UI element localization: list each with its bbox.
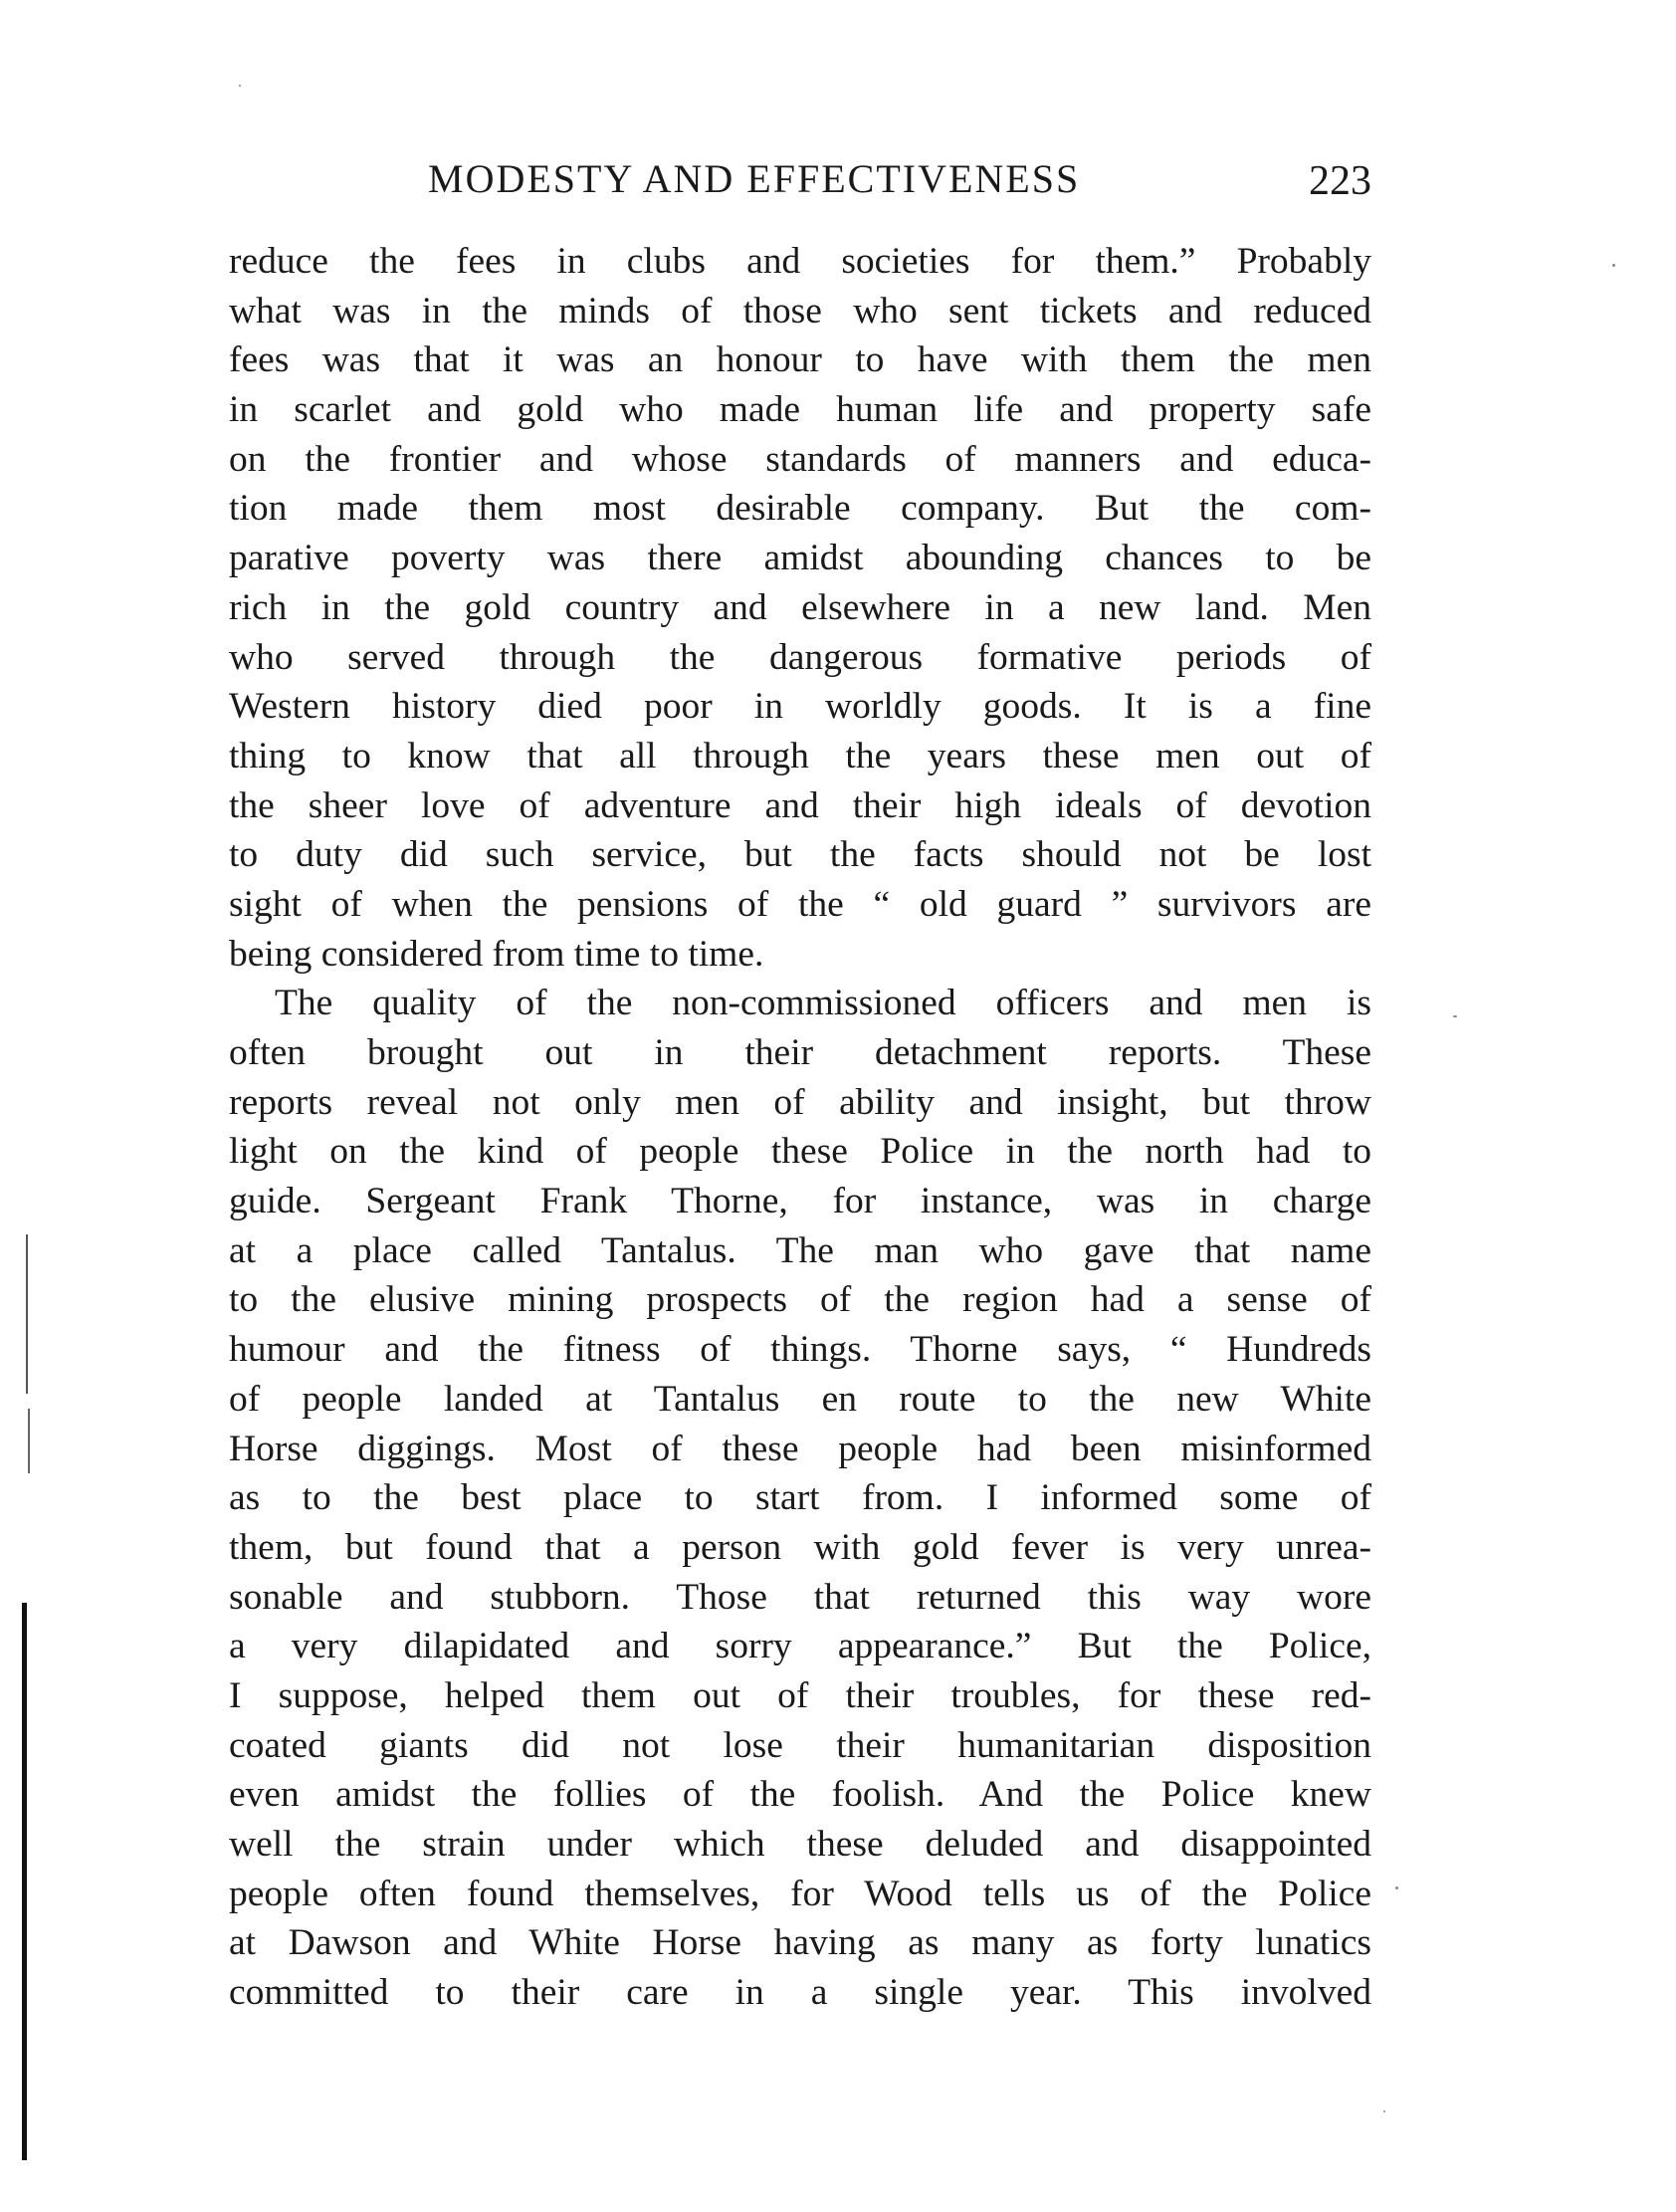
scan-speck	[1383, 2110, 1385, 2112]
text-line: the sheer love of adventure and their high ideals of devotion	[229, 784, 1371, 826]
text-line: guide. Sergeant Frank Thorne, for instance, was in charge	[229, 1181, 1371, 1222]
text-line: sonable and stubborn. Those that returned this way wore	[229, 1576, 1371, 1618]
text-line: Western history died poor in worldly goods. It is a fine	[229, 686, 1371, 728]
text-line: people often found themselves, for Wood tells us of the Police	[229, 1873, 1371, 1914]
scan-speck	[239, 85, 241, 87]
running-title: MODESTY AND EFFECTIVENESS	[428, 156, 1081, 201]
text-line: I suppose, helped them out of their troubles, for these red-	[229, 1674, 1371, 1716]
text-line: committed to their care in a single year. This involved	[229, 1972, 1371, 2014]
text-line: of people landed at Tantalus en route to the new White	[229, 1378, 1371, 1420]
body-text	[229, 237, 1371, 2018]
binding-shadow	[28, 1409, 30, 1473]
text-line: rich in the gold country and elsewhere in a new land. Men	[229, 586, 1371, 628]
text-line: parative poverty was there amidst abounding chances to be	[229, 538, 1371, 579]
running-head	[229, 149, 1371, 209]
text-line: them, but found that a person with gold fever is very unrea-	[229, 1526, 1371, 1568]
text-line: coated giants did not lose their humanitarian disposition	[229, 1724, 1371, 1766]
text-line: being considered from time to time.	[229, 933, 764, 975]
binding-shadow	[22, 1603, 27, 2160]
text-line: even amidst the follies of the foolish. And the Police knew	[229, 1774, 1371, 1816]
text-line: sight of when the pensions of the “ old guard ” survivors are	[229, 883, 1371, 925]
page-number: 223	[1309, 158, 1371, 204]
scan-speck	[1612, 264, 1615, 267]
text-line: tion made them most desirable company. But the com-	[229, 488, 1371, 530]
text-line: to duty did such service, but the facts should not be lost	[229, 834, 1371, 876]
text-line: at a place called Tantalus. The man who gave that name	[229, 1229, 1371, 1271]
text-line: The quality of the non-commissioned officers and men is	[275, 983, 1371, 1024]
text-line: who served through the dangerous formative periods of	[229, 636, 1371, 678]
text-line: humour and the fitness of things. Thorne says, “ Hundreds	[229, 1329, 1371, 1371]
text-line: at Dawson and White Horse having as many as forty lunatics	[229, 1922, 1371, 1964]
text-line: to the elusive mining prospects of the region had a sense of	[229, 1279, 1371, 1321]
text-line: reduce the fees in clubs and societies for them.” Probably	[229, 241, 1371, 282]
text-line: reports reveal not only men of ability and insight, but throw	[229, 1081, 1371, 1123]
text-line: light on the kind of people these Police in the north had to	[229, 1131, 1371, 1173]
paragraph	[229, 979, 1371, 2017]
paragraph	[229, 237, 1371, 979]
text-line: well the strain under which these deluded and disappointed	[229, 1824, 1371, 1865]
text-line: as to the best place to start from. I informed some of	[229, 1477, 1371, 1519]
text-line: in scarlet and gold who made human life and property safe	[229, 389, 1371, 431]
text-line: on the frontier and whose standards of manners and educa-	[229, 438, 1371, 480]
binding-shadow	[26, 1234, 28, 1394]
scan-speck	[1395, 1886, 1398, 1889]
text-line: what was in the minds of those who sent tickets and reduced	[229, 290, 1371, 332]
scan-speck	[1453, 1015, 1457, 1017]
text-line: a very dilapidated and sorry appearance.” But the Police,	[229, 1626, 1371, 1667]
text-line: often brought out in their detachment reports. These	[229, 1032, 1371, 1073]
text-line: Horse diggings. Most of these people had been misinformed	[229, 1428, 1371, 1469]
text-line: thing to know that all through the years these men out of	[229, 735, 1371, 776]
text-line: fees was that it was an honour to have with them the men	[229, 339, 1371, 381]
